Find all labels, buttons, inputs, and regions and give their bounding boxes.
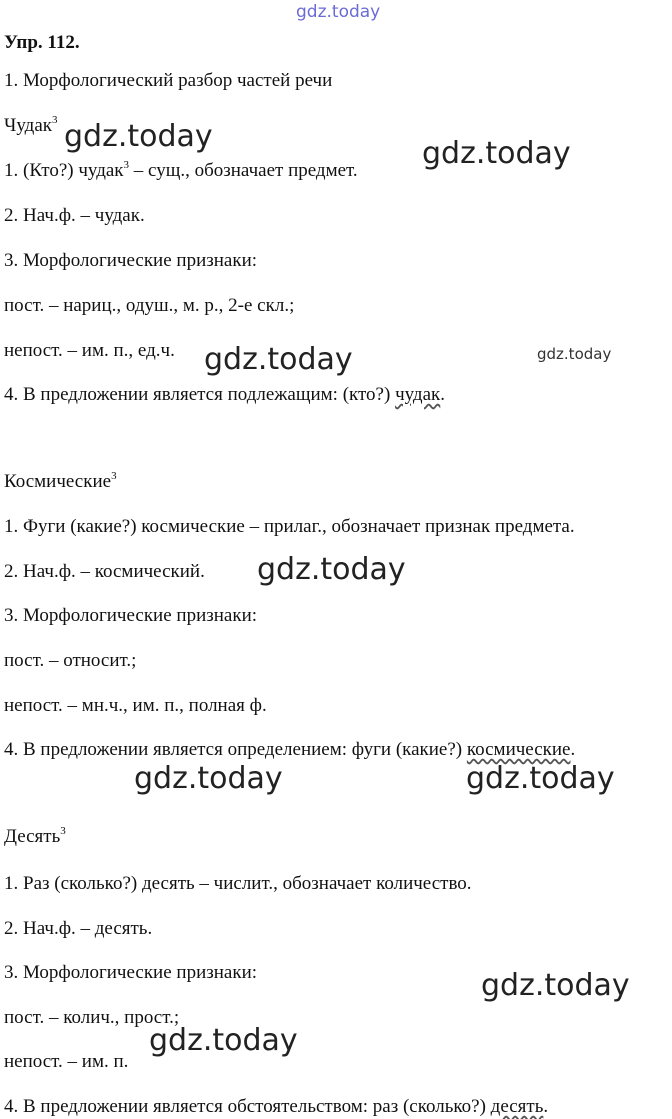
- section2-line1: 1. Фуги (какие?) космические – прилаг., обозначает признак предмета.: [4, 516, 575, 537]
- section1-line3: 3. Морфологические признаки:: [4, 250, 258, 271]
- exercise-title: Упр. 112.: [4, 32, 80, 53]
- section3-line6: 4. В предложении является обстоятельством: раз (сколько?) десять.: [4, 1096, 549, 1117]
- section2-line6: 4. В предложении является определением: фуги (какие?) космические.: [4, 739, 576, 760]
- watermark: gdz.today: [422, 136, 571, 171]
- section3-line4: пост. – колич., прост.;: [4, 1007, 180, 1028]
- watermark: gdz.today: [481, 968, 630, 1003]
- section3-line3: 3. Морфологические признаки:: [4, 962, 258, 983]
- exercise-heading: 1. Морфологический разбор частей речи: [4, 70, 333, 91]
- section2-line4: пост. – относит.;: [4, 650, 137, 671]
- watermark: gdz.today: [257, 552, 406, 587]
- watermark-small: gdz.today: [537, 345, 612, 363]
- section1-line5: непост. – им. п., ед.ч.: [4, 340, 175, 361]
- section-word-kosmicheskie: Космические$^3$: [4, 470, 117, 492]
- watermark-top: gdz.today: [296, 2, 381, 22]
- section-word-chudak: Чудак$^3$: [4, 114, 58, 136]
- watermark: gdz.today: [64, 119, 213, 154]
- section1-line1: 1. (Кто?) чудак$^3$ – сущ., обозначает предмет.: [4, 159, 358, 181]
- watermark: gdz.today: [466, 761, 615, 796]
- section1-line6: 4. В предложении является подлежащим: (кто?) чудак.: [4, 384, 446, 405]
- section1-line4: пост. – нариц., одуш., м. р., 2-е скл.;: [4, 295, 295, 316]
- section3-line1: 1. Раз (сколько?) десять – числит., обозначает количество.: [4, 873, 472, 894]
- section-word-desyat: Десять$^3$: [4, 825, 66, 847]
- section3-line5: непост. – им. п.: [4, 1051, 129, 1072]
- section2-line3: 3. Морфологические признаки:: [4, 605, 258, 626]
- section1-line2: 2. Нач.ф. – чудак.: [4, 205, 145, 226]
- section2-line5: непост. – мн.ч., им. п., полная ф.: [4, 695, 267, 716]
- watermark: gdz.today: [149, 1023, 298, 1058]
- section3-line2: 2. Нач.ф. – десять.: [4, 918, 153, 939]
- section2-line2: 2. Нач.ф. – космический.: [4, 561, 205, 582]
- watermark: gdz.today: [204, 342, 353, 377]
- watermark: gdz.today: [134, 761, 283, 796]
